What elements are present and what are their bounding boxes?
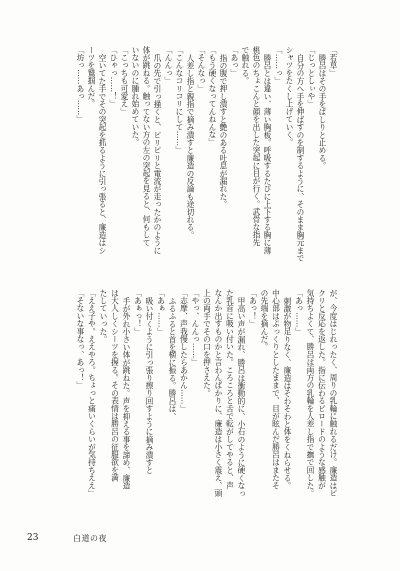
text-line: 「あっ！」 — [248, 289, 258, 328]
text-line: 「そないな事なっ、あっ！」 — [76, 289, 85, 390]
text-line: 指の腹で押し潰すと艶のある吐息が漏れた。 — [219, 53, 228, 208]
text-line: 自分の方へ手を伸ばすのを制するように、そのまま胸元まで — [296, 53, 305, 262]
text-line: 「ひゃっ……！」 — [109, 46, 118, 108]
text-line: 「そんなっ」 — [197, 46, 206, 93]
text-line: 中心部はぷっくりとしたままで、目が眩んだ勝呂はまたそ — [271, 289, 281, 490]
text-line: 刺激が物足りなく、廉造はそわそわと体をくねらせる。 — [283, 296, 292, 490]
text-line: 空いてた手でその突起を抓るように引っ張ると、廉造はシ — [98, 53, 107, 254]
text-line: 「もう硬くなってんねんな」 — [208, 46, 217, 147]
text-line: 気持ちよくて、勝呂は両方の乳輪を人差し指で撫で回した。 — [306, 289, 315, 497]
text-line: 「志摩、声我慢したらあかん……」 — [179, 289, 189, 413]
text-line: は大人しくシーツを握る。その表情は勝呂の征服欲を満 — [110, 289, 120, 482]
text-line: 勝呂とは違い、薄い胸板。呼吸するたびに上下する胸に薄 — [263, 53, 272, 254]
text-line: 甲高い声が漏れ、勝呂は衝動的に、小石のように硬くなっ — [237, 296, 246, 497]
text-line: 吸い付くように引っ張り擦り回すように摘み潰すと — [145, 296, 154, 474]
text-line: 「坊っ……あっ……」 — [76, 46, 85, 123]
page-number: 23 — [27, 533, 39, 543]
text-line: シャツをたくし上げていく。 — [285, 46, 294, 147]
text-line: 「じっとしぃや」 — [307, 46, 316, 108]
text-line: の先端を摘んだ。 — [260, 289, 269, 351]
text-line: ーツを鷲掴んだ。 — [87, 46, 96, 108]
text-line: 「あっ」 — [230, 46, 239, 77]
text-line: 「こんなコリコリにして……」 — [175, 46, 184, 154]
text-line: 爪の先で引っ掻くと、ピリピリと電流が走ったかのように — [153, 53, 162, 254]
text-line: いないのに腫れ始めていた。 — [131, 46, 140, 147]
text-line: が、今度はじれったく、周りの乳輪に触れるだけ。廉造はピ — [329, 289, 338, 497]
text-line: クリと反応を返した。指に伝わるビロードのような感触が — [317, 289, 327, 490]
text-line: た乳首に吸い付いた。ころころと舌で転がしてやると、声 — [225, 289, 235, 490]
text-line: ふるふると首を横に振る。勝呂は、 — [168, 296, 177, 420]
text-line: 桃色のちょこんと顔を出した突起に目が行く。武骨な指先 — [252, 46, 261, 247]
text-line: 「こっちも可愛え」 — [120, 46, 129, 116]
text-line: なんか出すものかと言わんばかりに、廉造は小さく震え、頭 — [214, 289, 223, 497]
text-line: 手が外れ小さい体が跳ねた。声を抑える事を諦め、廉造 — [122, 296, 131, 490]
text-line: たしていった。 — [99, 289, 108, 343]
text-line: で触れる。 — [241, 46, 250, 85]
text-line: 「やっ、んんっ……」 — [191, 289, 200, 366]
text-line: 「んんっ」 — [164, 46, 173, 85]
text-line: 勝呂はその手をぱしりと止める。 — [318, 53, 327, 170]
text-line: 「若草」 — [329, 46, 338, 77]
text-line: 「あっ……」 — [294, 289, 304, 336]
text-line: 上の両手でその口を押さえた。 — [202, 289, 212, 397]
running-title: 白道の夜 — [73, 534, 107, 543]
text-line: 「あぁっ！」 — [133, 289, 143, 336]
text-line: 「ええ子や。ええやろ。ちょっと痛いくらいが気持ちええ」 — [87, 289, 97, 497]
text-line: 「……っ」 — [274, 46, 283, 85]
text-line: 「あぁ……」 — [156, 289, 166, 336]
bottom-text-block — [73, 289, 339, 509]
text-line: 体が跳ねる。触ってない方の左の突起を見ると、何もして — [142, 46, 151, 247]
text-line: 人差し指と親指で摘み潰すと廉造の反論も途切れる。 — [186, 53, 195, 239]
top-text-block — [73, 46, 339, 260]
